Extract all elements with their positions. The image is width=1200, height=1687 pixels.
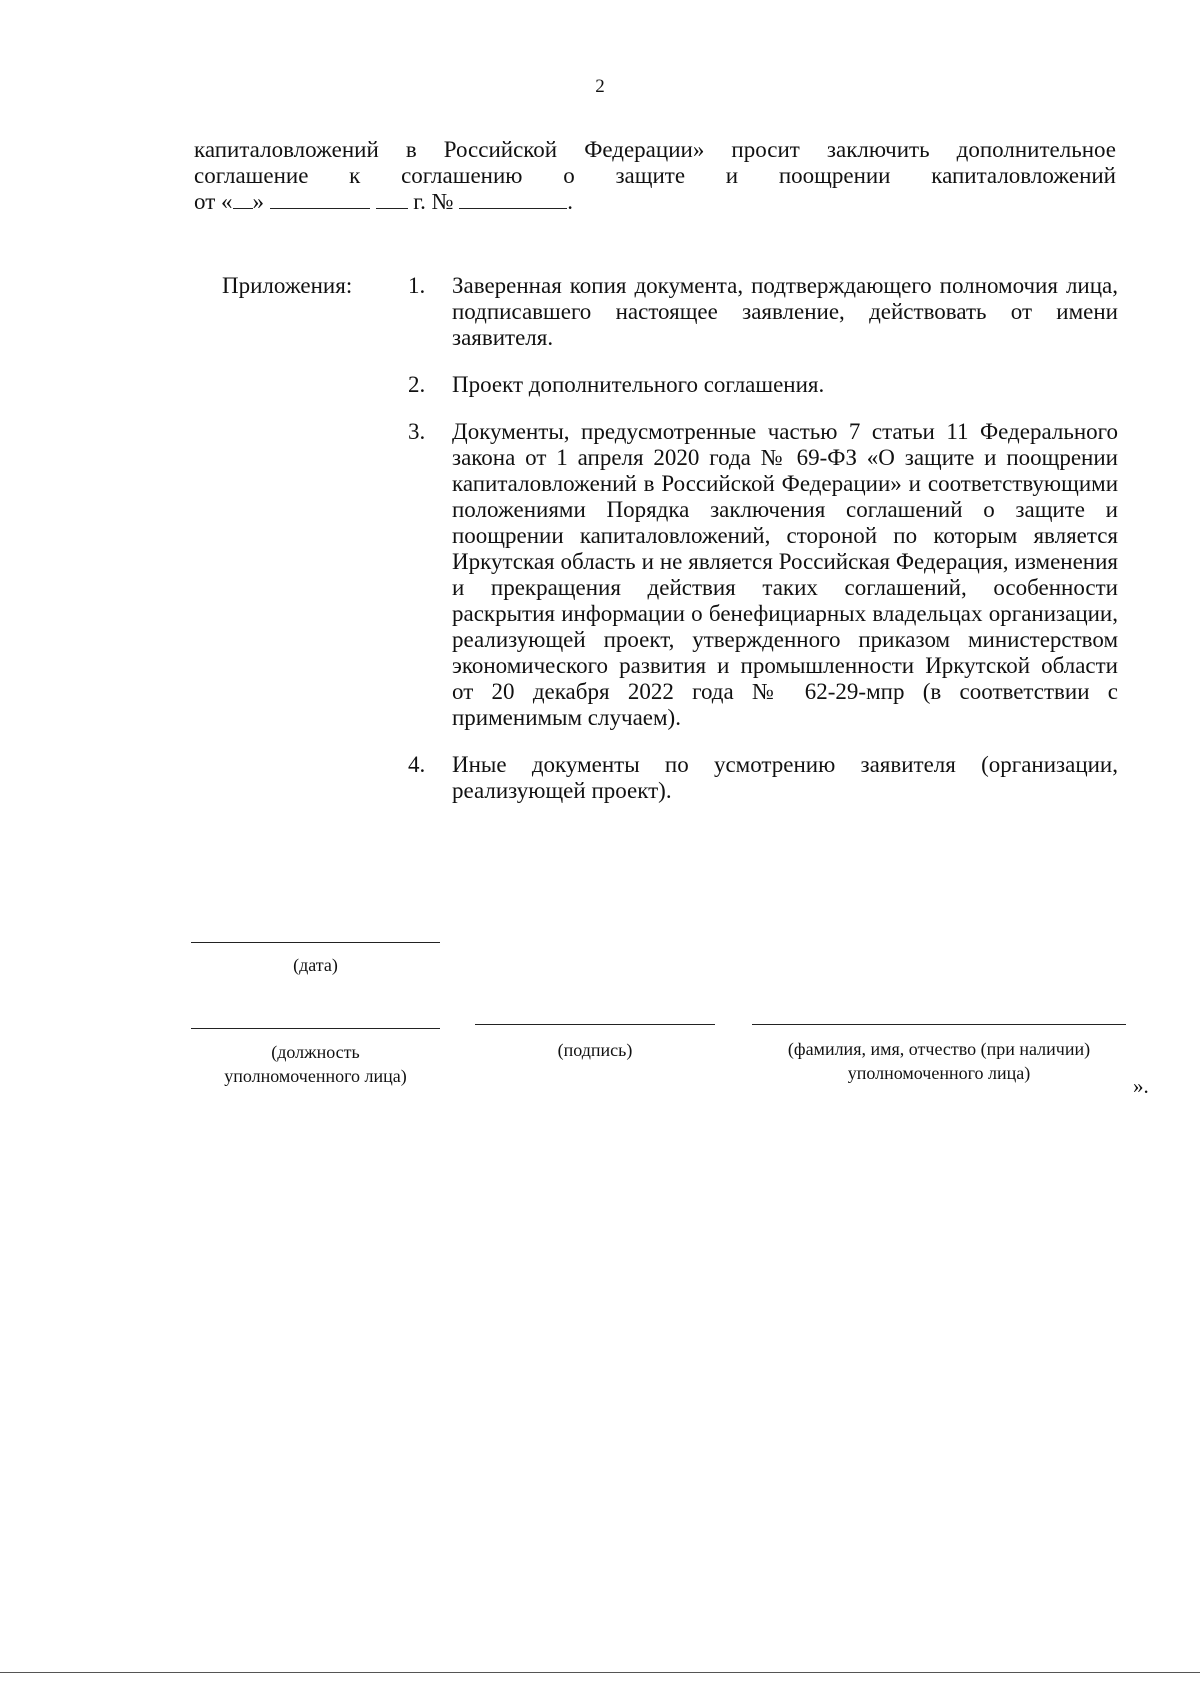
attachment-text: Проект дополнительного соглашения.: [452, 372, 825, 397]
date-caption: (дата): [293, 955, 338, 975]
date-middle: »: [252, 189, 264, 214]
attachments-list: [408, 273, 1118, 825]
name-caption-line-2: уполномоченного лица): [847, 1063, 1031, 1083]
attachment-text: Документы, предусмотренные частью 7 статьи 11 Федерального закона от 1 апреля 2020 года № 69-ФЗ «О защите и поощрении капиталовложений в Российской Федерации» и соответствующими положениями Порядка заключения соглашений о защите и поощрении капиталовложений, стороной по которым является Иркутская область и не является Российская Федерация, изменения и прекращения действия таких соглашений, особенности раскрытия информации о бенефициарных владельцах организации, реализующей проект, утвержденного приказом министерством экономического развития и промышленности Иркутской области от 20 декабря 2022 года № 62-29-мпр (в соответствии с применимым случаем).: [452, 419, 1118, 730]
attachment-item-2: [408, 372, 1118, 398]
position-caption-line-1: (должность: [271, 1042, 360, 1062]
date-signature-line: [191, 942, 440, 943]
date-line-end: .: [567, 189, 574, 214]
year-number-label: г. №: [413, 189, 454, 214]
intro-line-1: капиталовложений в Российской Федерации» просит заключить дополнительное: [194, 137, 1116, 162]
intro-paragraph: [194, 137, 1116, 215]
intro-line-2: соглашение к соглашению о защите и поощрении капиталовложений: [194, 163, 1116, 188]
number-blank: [459, 190, 567, 209]
sign-caption: (подпись): [557, 1040, 633, 1060]
day-blank: [233, 190, 253, 209]
bottom-rule: [0, 1672, 1200, 1673]
attachment-item-3: [408, 419, 1118, 731]
position-signature-line: [191, 1028, 440, 1029]
attachment-item-4: [408, 752, 1118, 804]
name-signature-line: [752, 1024, 1126, 1025]
sign-signature-line: [475, 1024, 715, 1025]
attachment-number: 1.: [408, 273, 426, 298]
attachment-text: Заверенная копия документа, подтверждающего полномочия лица, подписавшего настоящее заявление, действовать от имени заявителя.: [452, 273, 1118, 350]
position-caption: [191, 1040, 440, 1088]
attachments-label: Приложения:: [222, 273, 353, 298]
attachment-number: 3.: [408, 419, 426, 444]
year-blank: [376, 190, 408, 209]
page-number: 2: [595, 76, 605, 97]
position-caption-line-2: уполномоченного лица): [224, 1066, 407, 1086]
attachment-number: 4.: [408, 752, 426, 777]
agreement-date-line: [194, 189, 1116, 215]
date-prefix: от «: [194, 189, 233, 214]
attachment-number: 2.: [408, 372, 426, 397]
closing-quote: ».: [1133, 1074, 1149, 1098]
name-caption-line-1: (фамилия, имя, отчество (при наличии): [787, 1039, 1091, 1059]
attachment-item-1: [408, 273, 1118, 351]
month-blank: [270, 190, 370, 209]
attachment-text: Иные документы по усмотрению заявителя (организации, реализующей проект).: [452, 752, 1118, 803]
name-caption: [752, 1037, 1126, 1085]
